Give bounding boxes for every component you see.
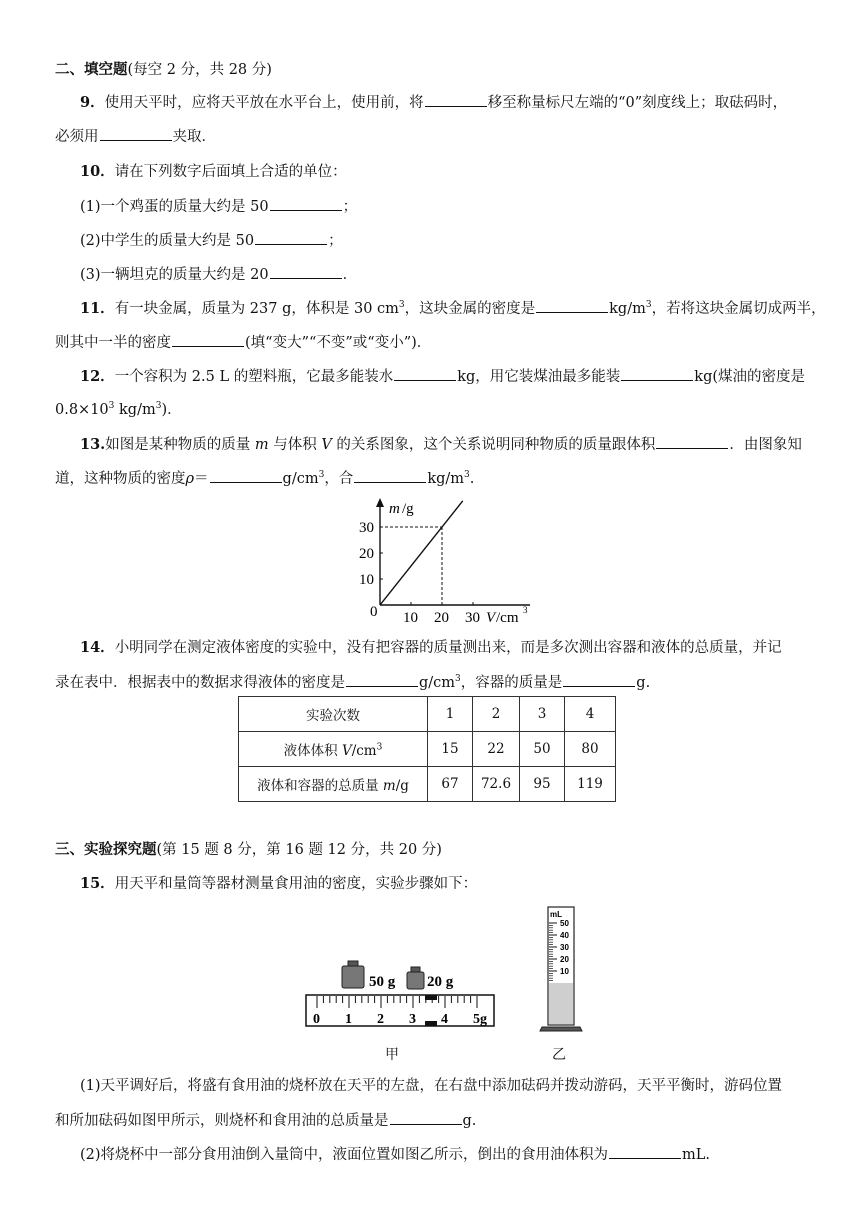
q14-text: ，容器的质量是 [460, 675, 563, 691]
superscript: 3 [455, 674, 461, 685]
table-row [239, 697, 616, 732]
scale-label: 2 [377, 1012, 384, 1027]
label-unit: /cm [351, 743, 377, 759]
q10-text: ； [342, 199, 358, 215]
q13-text: . [469, 471, 475, 487]
q15-text: (2)将烧杯中一部分食用油倒入量筒中，液面位置如图乙所示，倒出的食用油体积为 [80, 1147, 609, 1163]
answer-blank[interactable] [210, 468, 282, 483]
answer-blank[interactable] [354, 468, 426, 483]
q14-text: 录在表中．根据表中的数据求得液体的密度是 [55, 675, 345, 691]
q13-line1 [80, 434, 815, 455]
label-text: 液体体积 [283, 743, 342, 759]
label-text: 液体和容器的总质量 [257, 778, 383, 794]
q14-line2 [55, 672, 815, 693]
answer-blank[interactable] [270, 264, 342, 279]
q12-text: )． [161, 402, 182, 418]
q13-text: 如图是某种物质的质量 [105, 437, 255, 453]
oil-liquid [549, 983, 573, 1024]
q11-text: ，这块金属的密度是 [404, 301, 536, 317]
q15-text: g. [462, 1113, 477, 1129]
scale-label: 1 [345, 1012, 352, 1027]
table-cell: 50 [520, 732, 565, 767]
table-header: 实验次数 [239, 697, 428, 732]
q13-text: ，合 [324, 471, 354, 487]
table-row-label [239, 767, 428, 802]
superscript: 3 [318, 470, 325, 481]
q13-text: 与体积 [268, 437, 322, 453]
q15-stem [80, 874, 815, 894]
q10-text: ； [328, 233, 343, 249]
y-tick-label: 20 [359, 546, 374, 562]
q11-text: kg/m [609, 301, 646, 317]
q12-text: kg，用它装煤油最多能装 [457, 369, 621, 385]
table-header: 4 [565, 697, 616, 732]
table-header: 2 [473, 697, 520, 732]
superscript: 3 [376, 742, 383, 753]
var-m: m [382, 778, 396, 794]
q12-line1 [80, 366, 815, 387]
superscript: 3 [645, 300, 652, 311]
q15-text: mL. [682, 1147, 711, 1163]
q13-text: 的关系图象，这个关系说明同种物质的质量跟体积 [331, 437, 656, 453]
scale-label: 3 [409, 1012, 416, 1027]
q11-number: 11． [80, 300, 115, 317]
q12-text: kg/m [114, 402, 156, 418]
cylinder-mark-label: 50 [560, 919, 569, 928]
var-v: V [321, 437, 332, 453]
q10-stem [80, 162, 815, 182]
rider-icon [425, 1021, 437, 1026]
cylinder-mark-label: 10 [560, 967, 569, 976]
q14-line1 [80, 638, 815, 658]
scale-label: 0 [313, 1012, 320, 1027]
answer-blank[interactable] [390, 1110, 462, 1125]
q13-text: ＝ [194, 471, 209, 487]
q13-text: ．由图象知 [729, 437, 802, 453]
section-2-heading [55, 60, 815, 80]
y-tick-label: 10 [359, 572, 374, 588]
origin-label: 0 [370, 604, 378, 620]
scale-label: 4 [441, 1012, 448, 1027]
q12-text: kg(煤油的密度是 [694, 369, 806, 385]
q15-text: (1)天平调好后，将盛有食用油的烧杯放在天平的左盘，在右盘中添加砝码并拨动游码，天平平衡时，游码位置 [80, 1078, 783, 1094]
x-tick-label: 10 [403, 610, 418, 625]
q12-number: 12． [80, 368, 115, 385]
q11-text: 有一块金属，质量为 237 g，体积是 30 cm [114, 301, 399, 317]
answer-blank[interactable] [100, 126, 172, 141]
cylinder-mark-label: 20 [560, 955, 569, 964]
q13-text: g/cm [282, 471, 319, 487]
mass-volume-graph [355, 495, 545, 625]
answer-blank[interactable] [536, 298, 608, 313]
table-cell: 95 [520, 767, 565, 802]
var-rho: ρ [185, 471, 195, 487]
q11-line2 [55, 332, 815, 353]
q15-part1-line1 [80, 1076, 815, 1096]
cylinder-mark-label: 40 [560, 931, 569, 940]
superscript: 3 [108, 401, 115, 412]
cylinder-mark-label: 30 [560, 943, 569, 952]
answer-blank[interactable] [255, 230, 327, 245]
superscript: 3 [155, 401, 162, 412]
measuring-cylinder-figure [538, 903, 588, 1033]
figure-caption-yi: 乙 [552, 1047, 566, 1063]
section-note: (每空 2 分，共 28 分) [127, 62, 272, 78]
q9-text: 必须用 [55, 129, 99, 145]
table-row [239, 767, 616, 802]
section-3-heading [55, 840, 815, 860]
q12-text: 0.8×10 [55, 402, 109, 418]
x-tick-label: 30 [465, 610, 480, 625]
q14-text: g. [636, 675, 651, 691]
x-tick-label: 20 [434, 610, 449, 625]
answer-blank[interactable] [172, 332, 244, 347]
q10-part3 [80, 264, 815, 285]
table-cell: 72.6 [473, 767, 520, 802]
q11-text: (填“变大”“不变”或“变小”)． [245, 335, 432, 351]
q10-text: 请在下列数字后面填上合适的单位： [114, 164, 347, 180]
q10-text: ． [342, 267, 358, 283]
q10-text: (1)一个鸡蛋的质量大约是 50 [80, 199, 269, 215]
label-unit: /g [395, 778, 409, 794]
q10-part1 [80, 196, 815, 217]
q14-number: 14． [80, 639, 115, 656]
q10-text: (2)中学生的质量大约是 50 [80, 233, 255, 249]
table-row-label [239, 732, 428, 767]
table-header: 3 [520, 697, 565, 732]
answer-blank[interactable] [270, 196, 342, 211]
table-cell: 80 [565, 732, 616, 767]
y-axis-label-unit: /g [402, 501, 414, 517]
q9-text: 夹取． [172, 129, 216, 145]
answer-blank[interactable] [563, 672, 635, 687]
cylinder-unit: mL [550, 910, 562, 919]
q15-number: 15． [80, 875, 115, 892]
q10-number: 10． [80, 163, 115, 180]
q12-line2 [55, 400, 815, 420]
var-m: m [254, 437, 269, 453]
q11-text: 则其中一半的密度 [55, 335, 171, 351]
q9-text: 使用天平时，应将天平放在水平台上，使用前，将 [104, 95, 424, 111]
table-cell: 67 [428, 767, 473, 802]
answer-blank[interactable] [656, 434, 728, 449]
data-table [238, 696, 616, 802]
q13-number: 13. [80, 436, 106, 453]
table-cell: 22 [473, 732, 520, 767]
q9-text: 移至称量标尺左端的“0”刻度线上；取砝码时， [487, 95, 788, 111]
q15-text: 用天平和量筒等器材测量食用油的密度，实验步骤如下： [114, 876, 478, 892]
scale-label: 5g [473, 1012, 487, 1027]
q14-text: 小明同学在测定液体密度的实验中，没有把容器的质量测出来，而是多次测出容器和液体的总质量，并记 [114, 640, 782, 656]
table-cell: 15 [428, 732, 473, 767]
answer-blank[interactable] [621, 366, 693, 381]
q10-part2 [80, 230, 815, 251]
weight-20g-label: 20 g [427, 974, 454, 990]
q15-part2 [80, 1144, 815, 1165]
q15-part1-line2 [55, 1110, 815, 1131]
rider-icon [425, 995, 437, 1000]
x-axis-label-sup: 3 [523, 605, 528, 615]
q9-line1 [80, 92, 815, 113]
balance-figure [300, 955, 500, 1035]
x-axis-label-unit: /cm [496, 610, 519, 625]
q12-text: 一个容积为 2.5 L 的塑料瓶，它最多能装水 [114, 369, 394, 385]
q13-line2 [55, 468, 815, 489]
superscript: 3 [464, 470, 470, 481]
table-header: 1 [428, 697, 473, 732]
table-row [239, 732, 616, 767]
q11-line1 [80, 298, 826, 319]
var-v: V [341, 743, 352, 759]
answer-blank[interactable] [394, 366, 456, 381]
q9-line2 [55, 126, 815, 147]
q13-text: 道，这种物质的密度 [55, 471, 186, 487]
answer-blank[interactable] [346, 672, 418, 687]
x-axis-label-var: V [486, 610, 496, 625]
q10-text: (3)一辆坦克的质量大约是 20 [80, 267, 269, 283]
figure-caption-jia: 甲 [385, 1047, 399, 1063]
q9-number: 9． [80, 94, 105, 111]
section-title: 二、填空题 [55, 61, 128, 78]
q15-text: 和所加砝码如图甲所示，则烧杯和食用油的总质量是 [55, 1113, 389, 1129]
section-note: (第 15 题 8 分，第 16 题 12 分，共 20 分) [156, 842, 442, 858]
q14-text: g/cm [419, 675, 456, 691]
answer-blank[interactable] [609, 1144, 681, 1159]
weight-50g-label: 50 g [369, 974, 396, 990]
y-axis-label-var: m [389, 501, 400, 517]
q13-text: kg/m [427, 471, 465, 487]
superscript: 3 [398, 300, 405, 311]
y-axis-arrow-icon [376, 498, 384, 507]
weight-50g-icon [342, 961, 364, 988]
section-title: 三、实验探究题 [55, 841, 157, 858]
answer-blank[interactable] [425, 92, 487, 107]
q11-text: ，若将这块金属切成两半， [651, 301, 826, 317]
table-cell: 119 [565, 767, 616, 802]
weight-20g-icon [407, 967, 424, 989]
y-tick-label: 30 [359, 520, 374, 536]
